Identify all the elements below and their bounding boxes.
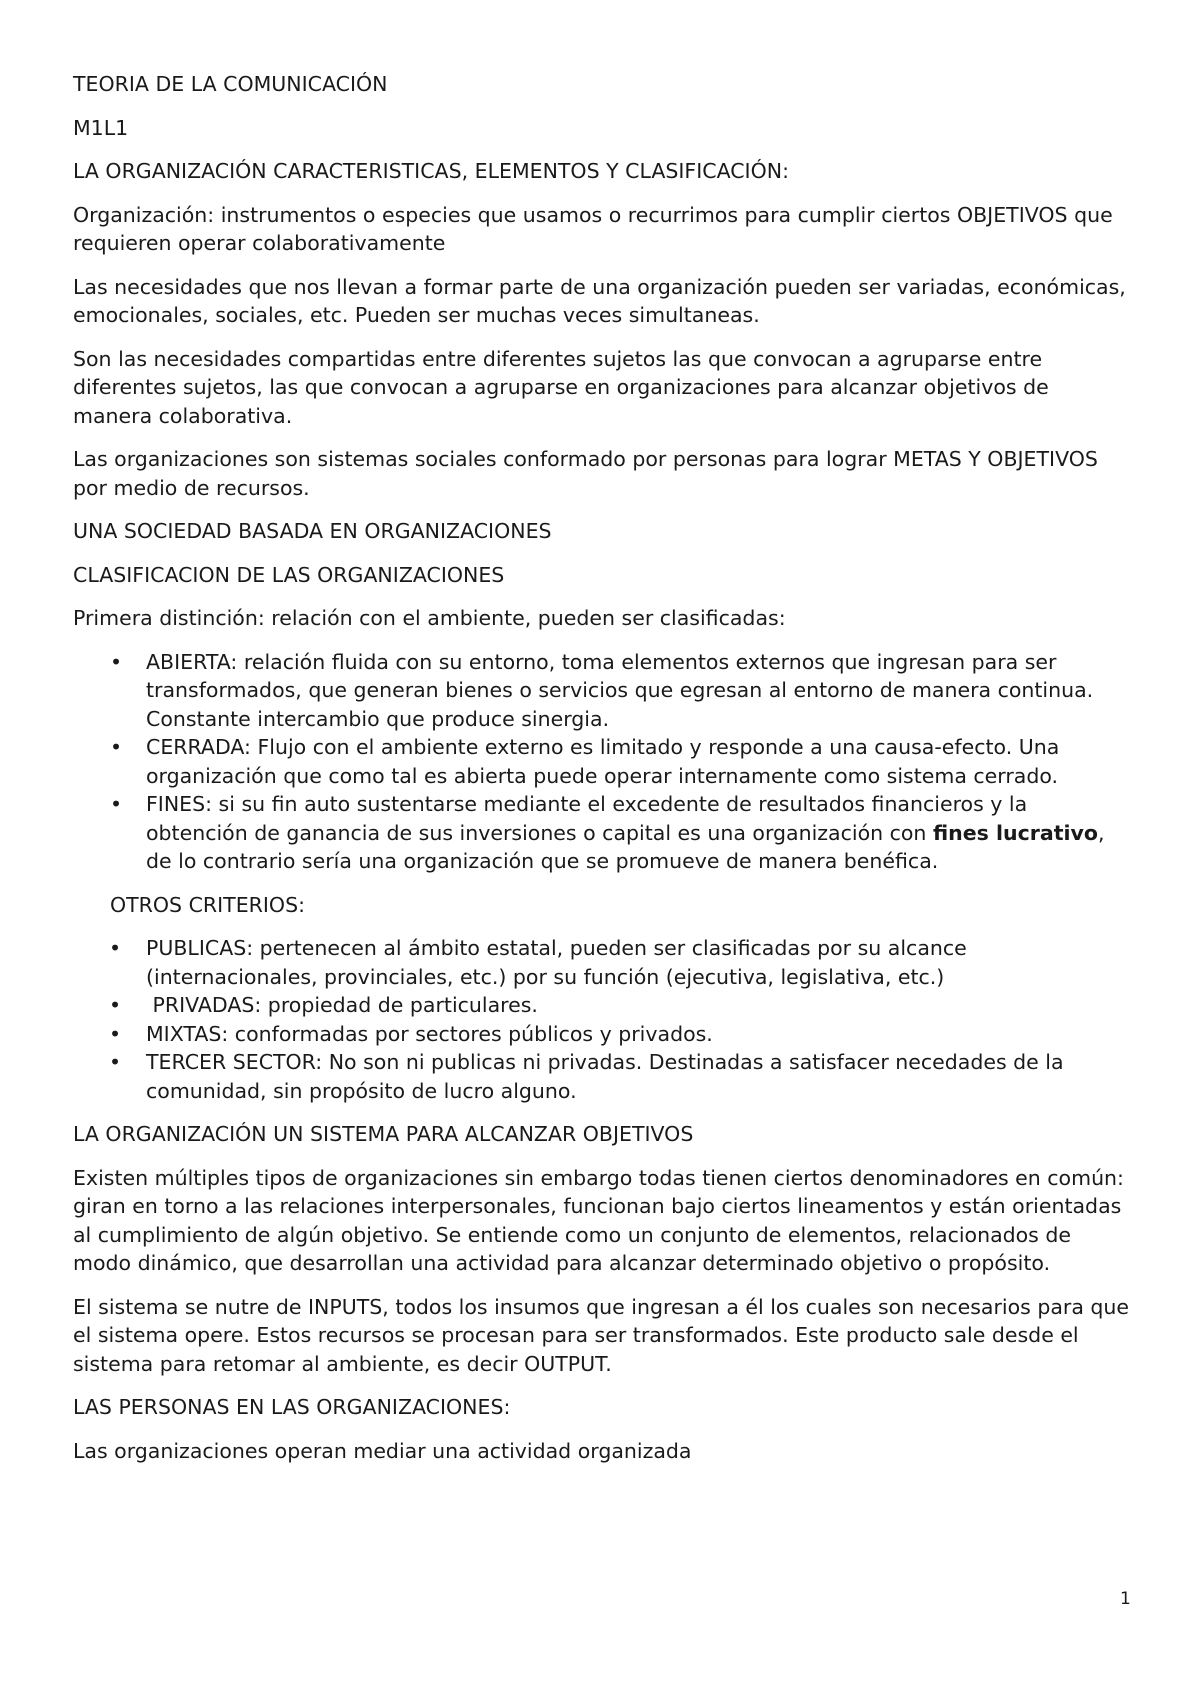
paragraph-primera-distincion: Primera distinción: relación con el ambiente, pueden ser clasificadas: [73,606,786,630]
list-item-text: PUBLICAS: pertenecen al ámbito estatal, pueden ser clasificadas por su alcance (internacionales, provinciales, etc.) por su función (ejecutiva, legislativa, etc.) [146,936,967,989]
document-title: TEORIA DE LA COMUNICACIÓN [73,72,388,96]
section-heading-organizacion: LA ORGANIZACIÓN CARACTERISTICAS, ELEMENTOS Y CLASIFICACIÓN: [73,159,789,183]
bullet-icon: • [110,735,123,759]
module-code: M1L1 [73,115,129,140]
bullet-icon: • [110,649,123,674]
list-item [109,934,1133,991]
bullet-icon: • [110,792,123,816]
fines-bold-text: fines lucrativo [932,820,1098,845]
list-item [73,648,1133,734]
list-item [109,1020,1133,1049]
bullet-icon: • [109,936,122,960]
bullet-icon: • [109,1050,122,1074]
list-item-text: ABIERTA: relación fluida con su entorno, toma elementos externos que ingresan para ser transformados, que generan bienes o servicios que egresan al entorno de manera continua. Constante intercambio que produce sinergia. [146,649,1094,731]
list-ambiente [73,648,1133,876]
list-item-text: PRIVADAS: propiedad de particulares. [146,993,538,1017]
bullet-icon: • [109,993,122,1017]
paragraph-actividad-organizada: Las organizaciones operan mediar una actividad organizada [73,1438,692,1463]
bullet-icon: • [109,1021,122,1046]
section-heading-sistema: LA ORGANIZACIÓN UN SISTEMA PARA ALCANZAR OBJETIVOS [73,1122,694,1146]
paragraph-inputs-outputs: El sistema se nutre de INPUTS, todos los insumos que ingresan a él los cuales son necesarios para que el sistema opere. Estos recursos se procesan para ser transformados. Este producto sale desde el sistema para retomar al ambiente, es decir OUTPUT. [73,1294,1130,1376]
paragraph-necesidades: Las necesidades que nos llevan a formar parte de una organización pueden ser variadas, económicas, emocionales, sociales, etc. Pueden ser muchas veces simultaneas. [73,274,1126,327]
section-heading-personas: LAS PERSONAS EN LAS ORGANIZACIONES: [73,1395,511,1419]
subheading-otros-criterios: OTROS CRITERIOS: [110,892,305,917]
list-item-text [146,792,1105,873]
document-body [73,70,1133,1480]
fines-text-before: FINES: si su fin auto sustentarse mediante el excedente de resultados financieros y la obtención de ganancia de sus inversiones o capital es una organización con [146,792,1028,845]
list-otros-criterios [109,934,1133,1105]
paragraph-sistemas-sociales: Las organizaciones son sistemas sociales conformado por personas para lograr METAS Y OBJETIVOS por medio de recursos. [73,447,1098,500]
section-heading-clasificacion: CLASIFICACION DE LAS ORGANIZACIONES [73,562,505,587]
list-item [109,1048,1133,1105]
list-item-text: MIXTAS: conformadas por sectores públicos y privados. [146,1021,713,1046]
list-item [109,991,1133,1020]
paragraph-necesidades-compartidas: Son las necesidades compartidas entre diferentes sujetos las que convocan a agruparse entre diferentes sujetos, las que convocan a agruparse en organizaciones para alcanzar objetivos de manera colaborativa. [73,346,1049,428]
fines-text-after: , de lo contrario sería una organización que se promueve de manera benéfica. [146,820,1105,873]
list-item [73,733,1133,790]
list-item-text: CERRADA: Flujo con el ambiente externo es limitado y responde a una causa-efecto. Una organización que como tal es abierta puede operar internamente como sistema cerrado. [146,735,1060,788]
section-heading-sociedad: UNA SOCIEDAD BASADA EN ORGANIZACIONES [73,519,552,543]
list-item-text: TERCER SECTOR: No son ni publicas ni privadas. Destinadas a satisfacer necedades de la comunidad, sin propósito de lucro alguno. [146,1050,1064,1103]
paragraph-tipos-organizaciones: Existen múltiples tipos de organizaciones sin embargo todas tienen ciertos denominadores en común: giran en torno a las relaciones interpersonales, funcionan bajo ciertos lineamentos y están orientadas al cumplimiento de algún objetivo. Se entiende como un conjunto de elementos, relacionados de modo dinámico, que desarrollan una actividad para alcanzar determinado objetivo o propósito. [73,1165,1124,1275]
paragraph-definicion: Organización: instrumentos o especies que usamos o recurrimos para cumplir ciertos OBJETIVOS que requieren operar colaborativamente [73,202,1113,255]
list-item [73,790,1133,876]
page-number: 1 [1120,1589,1131,1609]
